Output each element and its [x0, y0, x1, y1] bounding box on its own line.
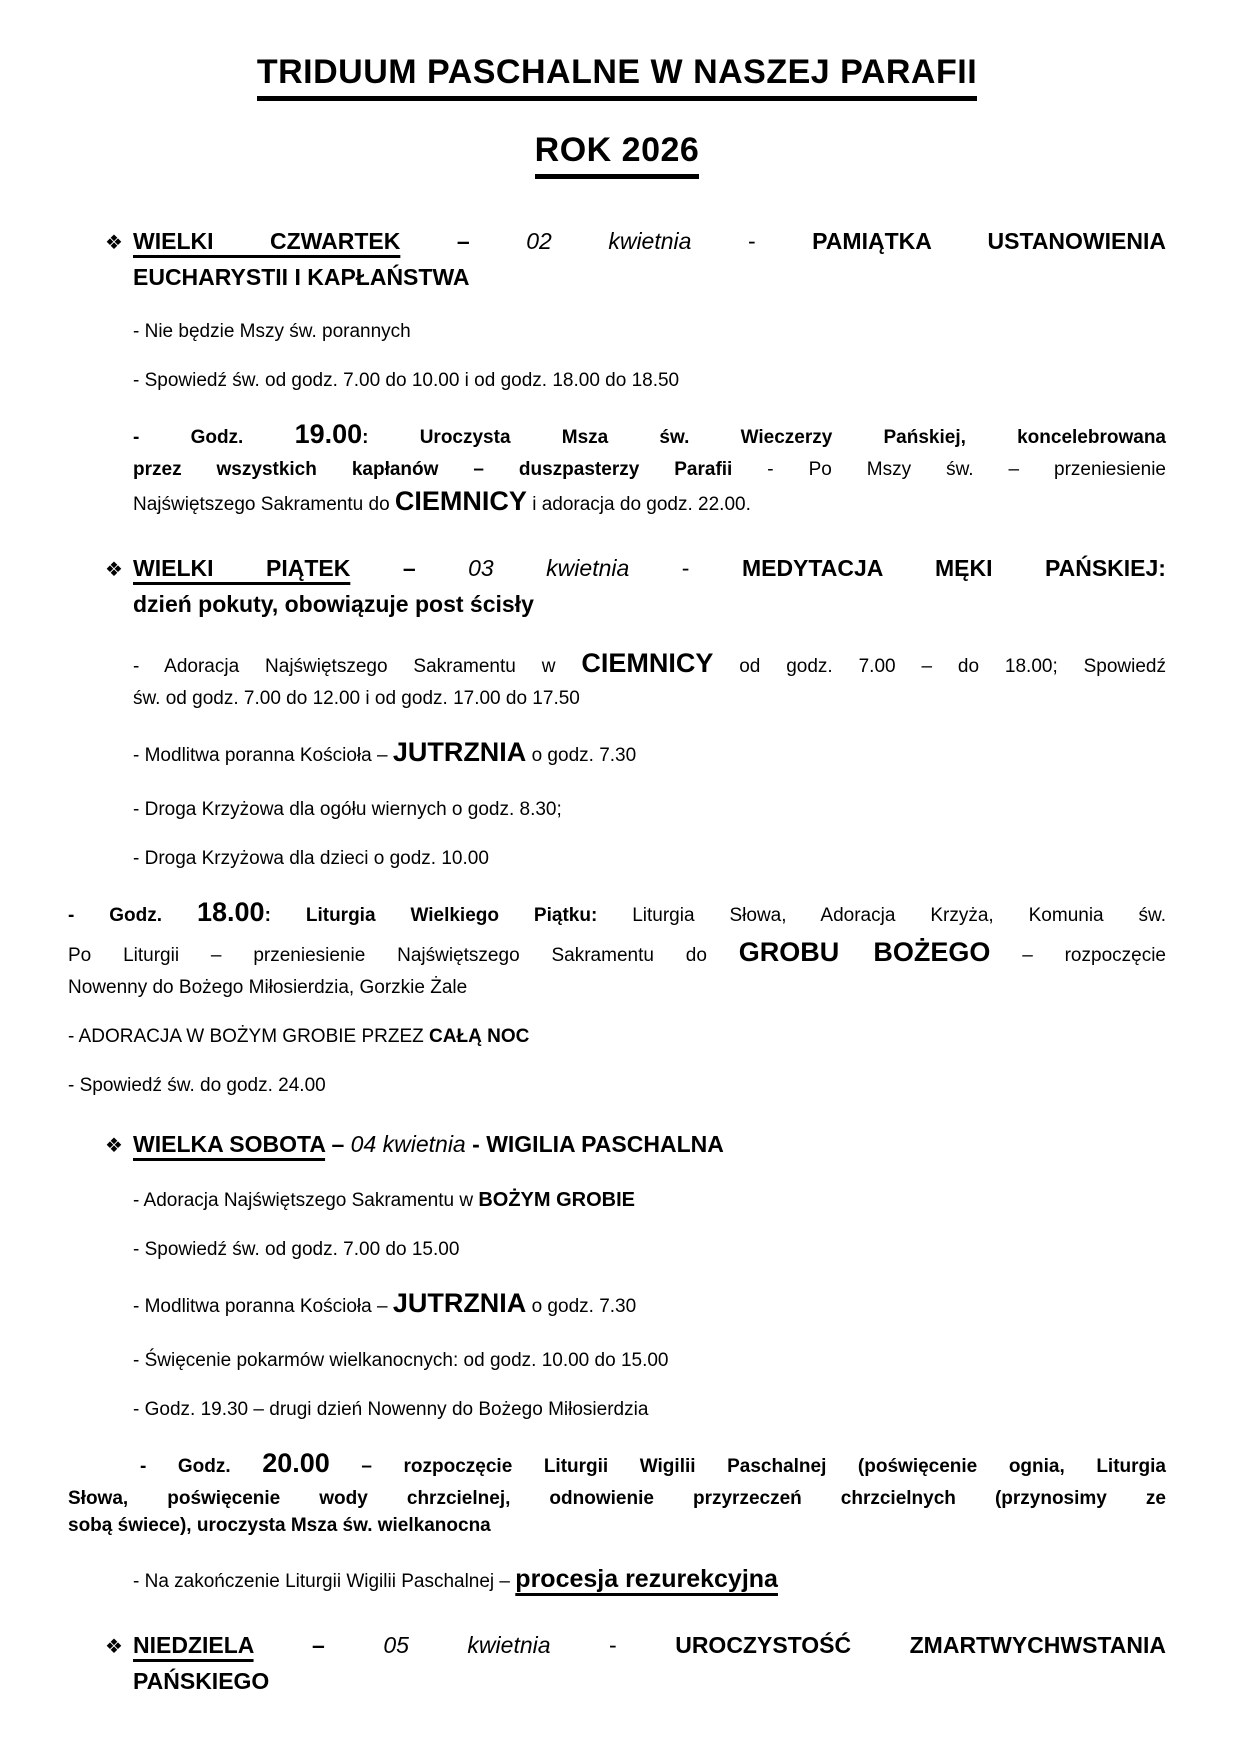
text-segment: –: [325, 1131, 351, 1157]
page-year-title: [68, 128, 1166, 172]
text-segment: Po Liturgii – przeniesienie Najświętszego Sakramentu do: [68, 945, 739, 966]
text-segment: św. od godz. 7.00 do 12.00 i od godz. 17.00 do 17.50: [133, 688, 580, 709]
text-segment: BOŻYM GROBIE: [478, 1189, 635, 1211]
text-segment: – rozpoczęcie Liturgii Wigilii Paschalnej (poświęcenie ognia, Liturgia: [329, 1456, 1166, 1477]
text-segment: Godz.: [177, 1456, 263, 1477]
text-segment: – rozpoczęcie: [990, 945, 1166, 966]
text-segment: 18.00: [197, 897, 265, 927]
text-segment: 20.00: [262, 1448, 330, 1478]
text-segment: Liturgia Słowa, Adoracja Krzyża, Komunia św.: [597, 905, 1167, 926]
text-segment: JUTRZNIA: [392, 737, 527, 767]
block-item: [133, 734, 1166, 774]
text-segment: WIELKI PIĄTEK: [133, 555, 351, 581]
bullet-diamond-icon: ❖: [105, 1135, 123, 1157]
text-line: [68, 1445, 1166, 1485]
text-line: [105, 224, 1166, 260]
text-segment: MEDYTACJA MĘKI PAŃSKIEJ:: [741, 555, 1166, 581]
text-line: [133, 1396, 1166, 1423]
text-segment: -: [465, 1131, 487, 1157]
text-segment: WIELKI CZWARTEK: [133, 228, 401, 254]
text-segment: NIEDZIELA: [133, 1632, 254, 1658]
text-segment: procesja rezurekcyjna: [515, 1565, 778, 1593]
text-line: [68, 934, 1166, 974]
text-line: [133, 1561, 1166, 1600]
text-line: [133, 318, 1166, 345]
text-segment: 19.00: [294, 419, 363, 449]
text-segment: - Spowiedź św. do godz. 24.00: [68, 1075, 326, 1096]
block-item: [133, 1561, 1166, 1600]
block-item: [68, 1023, 1166, 1050]
text-line: [133, 367, 1166, 394]
text-segment: –: [350, 555, 469, 581]
text-segment: PAŃSKIEGO: [133, 1668, 270, 1694]
text-line: [133, 685, 1166, 712]
block-para: [68, 1445, 1166, 1539]
text-segment: - Adoracja Najświętszego Sakramentu w: [133, 656, 582, 677]
block-item: [133, 1396, 1166, 1423]
block-item: [133, 1285, 1166, 1325]
text-segment: Godz.: [109, 905, 197, 926]
text-line: [68, 974, 1166, 1001]
page-title-text: TRIDUUM PASCHALNE W NASZEJ PARAFII: [257, 53, 977, 101]
text-segment: - Adoracja Najświętszego Sakramentu w: [133, 1190, 479, 1211]
block-heading: [68, 1628, 1166, 1698]
text-segment: Godz.: [190, 427, 295, 448]
text-line: [105, 260, 1166, 294]
text-line: [105, 551, 1166, 587]
bullet-diamond-icon: ❖: [105, 559, 123, 581]
text-segment: -: [68, 905, 110, 926]
text-segment: o godz. 7.30: [526, 1296, 637, 1317]
text-segment: przez wszystkich kapłanów – duszpasterzy Parafii: [133, 459, 733, 480]
text-line: [68, 894, 1166, 934]
text-line: [68, 1023, 1166, 1050]
text-segment: –: [253, 1632, 384, 1658]
text-line: [133, 1285, 1166, 1325]
block-item: [133, 1236, 1166, 1263]
block-item: [133, 796, 1166, 823]
block-heading: [68, 1127, 1166, 1163]
text-segment: i adoracja do godz. 22.00.: [526, 494, 751, 515]
text-segment: Najświętszego Sakramentu do: [133, 494, 395, 515]
text-segment: 04 kwietnia: [350, 1131, 466, 1157]
text-segment: :: [362, 427, 420, 448]
text-line: [105, 1127, 1166, 1163]
text-segment: :: [264, 905, 306, 926]
text-segment: -: [133, 427, 191, 448]
bullet-diamond-icon: ❖: [105, 232, 123, 254]
text-segment: PAMIĄTKA USTANOWIENIA: [812, 228, 1166, 254]
text-segment: CIEMNICY: [394, 486, 527, 516]
block-item: [133, 1187, 1166, 1214]
text-line: [105, 1628, 1166, 1664]
text-segment: 03 kwietnia: [468, 555, 630, 581]
text-line: [68, 1512, 1166, 1539]
text-segment: - Modlitwa poranna Kościoła –: [133, 1296, 393, 1317]
text-line: [133, 796, 1166, 823]
block-item: [68, 1072, 1166, 1099]
text-segment: Liturgia Wielkiego Piątku:: [305, 905, 598, 926]
text-segment: Nowenny do Bożego Miłosierdzia, Gorzkie Żale: [68, 977, 468, 998]
text-segment: - Spowiedź św. od godz. 7.00 do 15.00: [133, 1239, 460, 1260]
text-line: [105, 1664, 1166, 1698]
text-segment: WIELKA SOBOTA: [133, 1131, 326, 1157]
text-segment: - ADORACJA W BOŻYM GROBIE PRZEZ: [68, 1026, 430, 1047]
text-segment: WIGILIA PASCHALNA: [486, 1131, 724, 1157]
block-item: [133, 845, 1166, 872]
text-line: [133, 1187, 1166, 1214]
text-line: [105, 587, 1166, 621]
text-segment: JUTRZNIA: [392, 1288, 527, 1318]
text-segment: 02 kwietnia: [526, 228, 692, 254]
text-segment: CIEMNICY: [581, 648, 714, 678]
text-segment: - Modlitwa poranna Kościoła –: [133, 745, 393, 766]
text-line: [133, 1347, 1166, 1374]
page-title: [68, 50, 1166, 94]
text-segment: Uroczysta Msza św. Wieczerzy Pańskiej, koncelebrowana: [419, 427, 1167, 448]
text-segment: - Nie będzie Mszy św. porannych: [133, 321, 411, 342]
document-body: [68, 224, 1166, 1698]
text-segment: UROCZYSTOŚĆ ZMARTWYCHWSTANIA: [675, 1632, 1166, 1658]
text-segment: - Droga Krzyżowa dla dzieci o godz. 10.00: [133, 848, 489, 869]
block-heading: [68, 224, 1166, 294]
block-heading: [68, 551, 1166, 621]
page-year-title-text: ROK 2026: [535, 131, 700, 179]
text-segment: Słowa, poświęcenie wody chrzcielnej, odnowienie przyrzeczeń chrzcielnych (przynosimy ze: [68, 1488, 1166, 1509]
block-para: [68, 894, 1166, 1001]
text-segment: –: [400, 228, 527, 254]
text-segment: dzień pokuty, obowiązuje post ścisły: [133, 591, 534, 617]
text-segment: -: [140, 1456, 178, 1477]
text-segment: -: [629, 555, 742, 581]
text-segment: - Na zakończenie Liturgii Wigilii Paschalnej –: [133, 1571, 516, 1592]
text-segment: od godz. 7.00 – do 18.00; Spowiedź: [713, 656, 1166, 677]
text-segment: 05 kwietnia: [383, 1632, 551, 1658]
text-segment: -: [691, 228, 813, 254]
block-para: [133, 416, 1166, 523]
text-line: [133, 483, 1166, 523]
text-segment: CAŁĄ NOC: [429, 1026, 530, 1047]
text-line: [133, 456, 1166, 483]
text-segment: - Po Mszy św. – przeniesienie: [732, 459, 1166, 480]
text-segment: -: [550, 1632, 676, 1658]
text-segment: - Droga Krzyżowa dla ogółu wiernych o godz. 8.30;: [133, 799, 562, 820]
text-segment: sobą świece), uroczysta Msza św. wielkanocna: [68, 1515, 491, 1536]
block-item: [133, 318, 1166, 345]
text-segment: GROBU BOŻEGO: [738, 937, 991, 967]
text-line: [133, 416, 1166, 456]
text-line: [68, 1485, 1166, 1512]
block-item: [133, 367, 1166, 394]
text-line: [133, 1236, 1166, 1263]
text-segment: - Święcenie pokarmów wielkanocnych: od godz. 10.00 do 15.00: [133, 1350, 669, 1371]
text-segment: - Godz. 19.30 – drugi dzień Nowenny do Bożego Miłosierdzia: [133, 1399, 649, 1420]
text-segment: - Spowiedź św. od godz. 7.00 do 10.00 i od godz. 18.00 do 18.50: [133, 370, 680, 391]
block-para: [133, 645, 1166, 712]
block-item: [133, 1347, 1166, 1374]
text-line: [133, 845, 1166, 872]
text-line: [68, 1072, 1166, 1099]
bullet-diamond-icon: ❖: [105, 1636, 123, 1658]
text-line: [133, 645, 1166, 685]
text-segment: o godz. 7.30: [526, 745, 637, 766]
text-line: [133, 734, 1166, 774]
text-segment: EUCHARYSTII I KAPŁAŃSTWA: [133, 264, 470, 290]
